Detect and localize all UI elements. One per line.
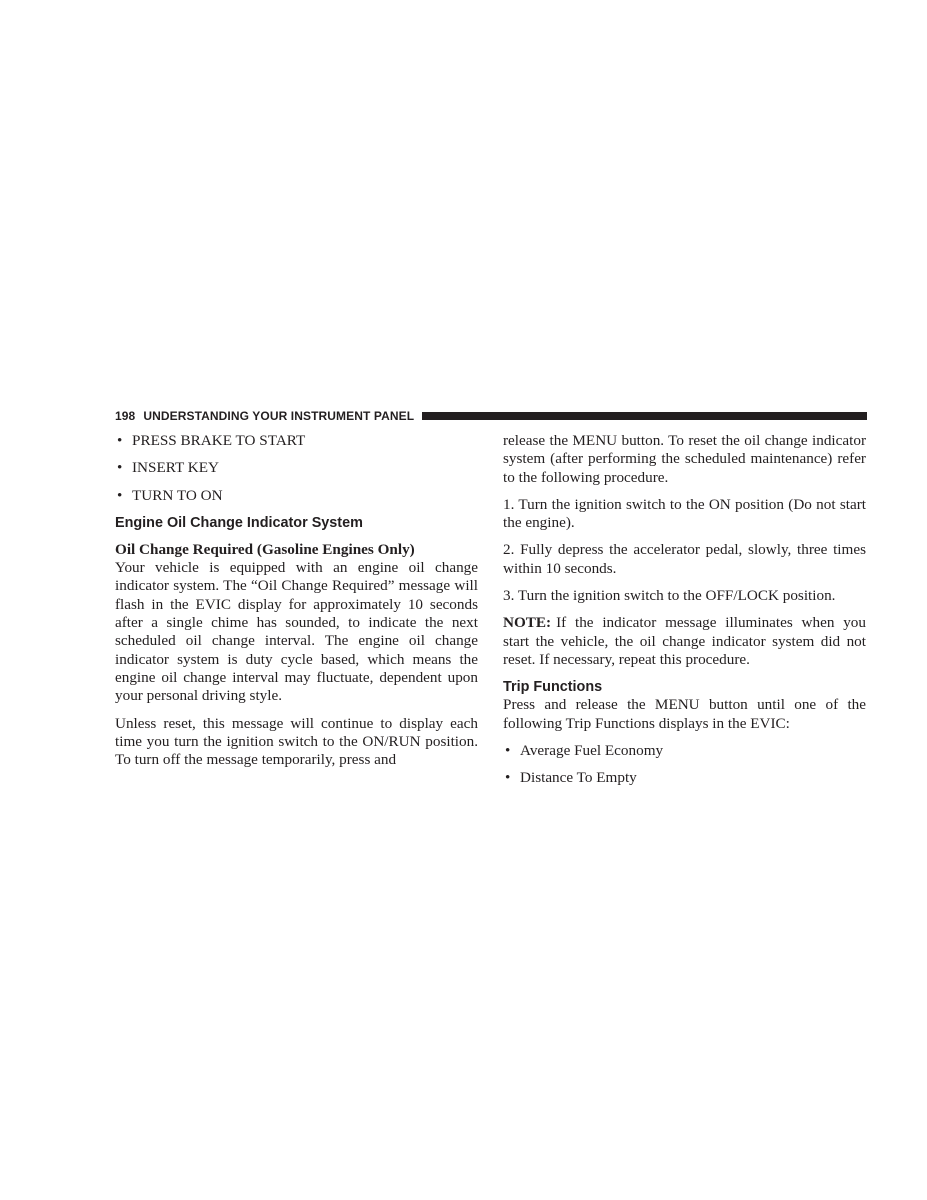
procedure-step: 2. Fully depress the accelerator pedal, slowly, three times within 10 seconds. <box>503 541 866 577</box>
bullet-item: • TURN TO ON <box>117 486 223 504</box>
paragraph: Unless reset, this message will continue to display each time you turn the ignition switch to the ON/RUN position. To turn off the message temporarily, press and <box>115 714 478 769</box>
bullet-item: • PRESS BRAKE TO START <box>117 432 306 449</box>
bullet-item: • Average Fuel Economy <box>505 741 664 759</box>
page-number: 198 <box>115 409 136 423</box>
bullet-icon: • <box>505 769 511 787</box>
subsection-heading: Oil Change Required (Gasoline Engines Only) <box>115 540 415 558</box>
paragraph: Your vehicle is equipped with an engine oil change indicator system. The “Oil Change Required” message will flash in the EVIC display for approximately 10 seconds after a single chime has sounded, to indicate the next scheduled oil change interval. The engine oil change indicator system is duty cycle based, which means the engine oil change interval may fluctuate, dependent upon your personal driving style. <box>115 559 478 705</box>
bullet-item: • Distance To Empty <box>505 769 637 787</box>
section-title: UNDERSTANDING YOUR INSTRUMENT PANEL <box>143 409 415 423</box>
section-heading: Trip Functions <box>503 679 603 696</box>
bullet-icon: • <box>117 486 123 504</box>
bullet-icon: • <box>117 432 123 449</box>
section-heading: Engine Oil Change Indicator System <box>115 514 363 531</box>
header-rule <box>422 412 867 420</box>
paragraph: release the MENU button. To reset the oil change indicator system (after performing the scheduled maintenance) refer to the following procedure. <box>503 432 866 486</box>
note-text: If the indicator message illuminates when you start the vehicle, the oil change indicator system did not reset. If necessary, repeat this procedure. <box>503 614 866 668</box>
bullet-icon: • <box>505 741 511 759</box>
paragraph: Press and release the MENU button until one of the following Trip Functions displays in the EVIC: <box>503 696 866 732</box>
bullet-icon: • <box>117 459 123 477</box>
page-header <box>115 408 867 424</box>
right-column <box>503 432 866 796</box>
procedure-step: 1. Turn the ignition switch to the ON position (Do not start the engine). <box>503 495 866 532</box>
procedure-step: 3. Turn the ignition switch to the OFF/LOCK position. <box>503 587 836 605</box>
note-label: NOTE: <box>503 614 552 632</box>
left-column <box>115 432 478 778</box>
note <box>503 614 866 669</box>
bullet-item: • INSERT KEY <box>117 459 219 477</box>
